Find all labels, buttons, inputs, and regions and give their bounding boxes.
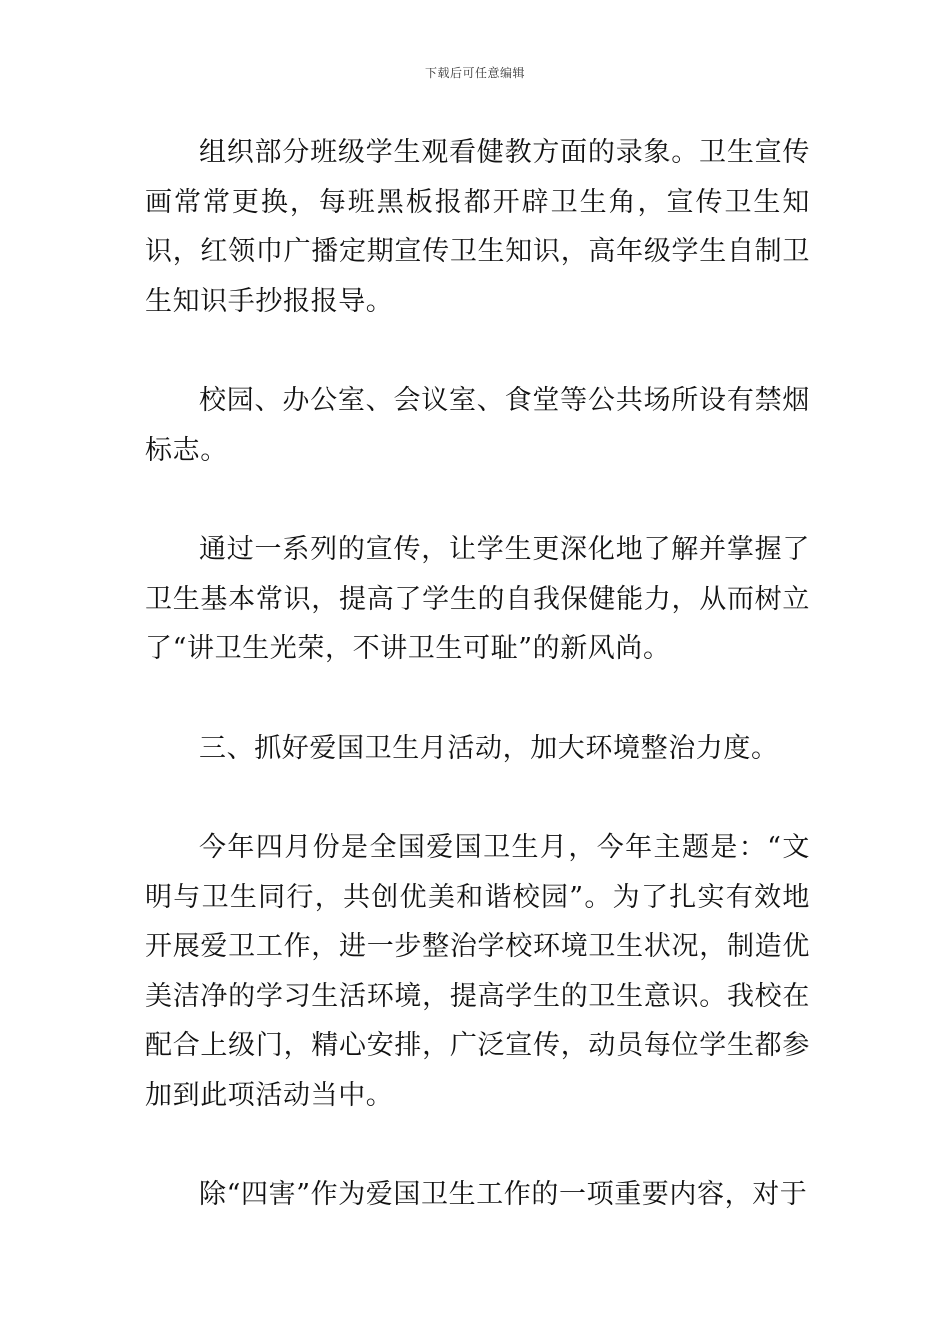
- paragraph-four-pests: 除“四害”作为爱国卫生工作的一项重要内容，对于: [199, 1179, 808, 1210]
- paragraph-gap: [145, 326, 810, 376]
- paragraph-gap: [145, 475, 810, 525]
- paragraph-no-smoking: 校园、办公室、会议室、食堂等公共场所设有禁烟标志。: [145, 385, 810, 466]
- section-heading-three: 三、抓好爱国卫生月活动，加大环境整治力度。: [199, 732, 779, 764]
- paragraph-health-month: 今年四月份是全国爱国卫生月，今年主题是：“文明与卫生同行，共创优美和谐校园”。为了扎实有效地开展爱卫工作，进一步整治学校环境卫生状况，制造优美洁净的学习生活环境，提高学生的卫生意识。我校在配合上级门，精心安排，广泛宣传，动员每位学生都参加到此项活动当中。: [145, 832, 810, 1111]
- paragraph-gap: [145, 773, 810, 823]
- document-body: [145, 128, 810, 1220]
- paragraph-health-education: 组织部分班级学生观看健教方面的录象。卫生宣传画常常更换，每班黑板报都开辟卫生角，宣传卫生知识，红领巾广播定期宣传卫生知识，高年级学生自制卫生知识手抄报报导。: [145, 137, 810, 317]
- paragraph-gap: [145, 674, 810, 724]
- page-header-note: 下载后可任意编辑: [424, 66, 525, 80]
- paragraph-gap: [145, 1120, 810, 1170]
- paragraph-publicity-results: 通过一系列的宣传，让学生更深化地了解并掌握了卫生基本常识，提高了学生的自我保健能力，从而树立了“讲卫生光荣，不讲卫生可耻”的新风尚。: [145, 534, 810, 664]
